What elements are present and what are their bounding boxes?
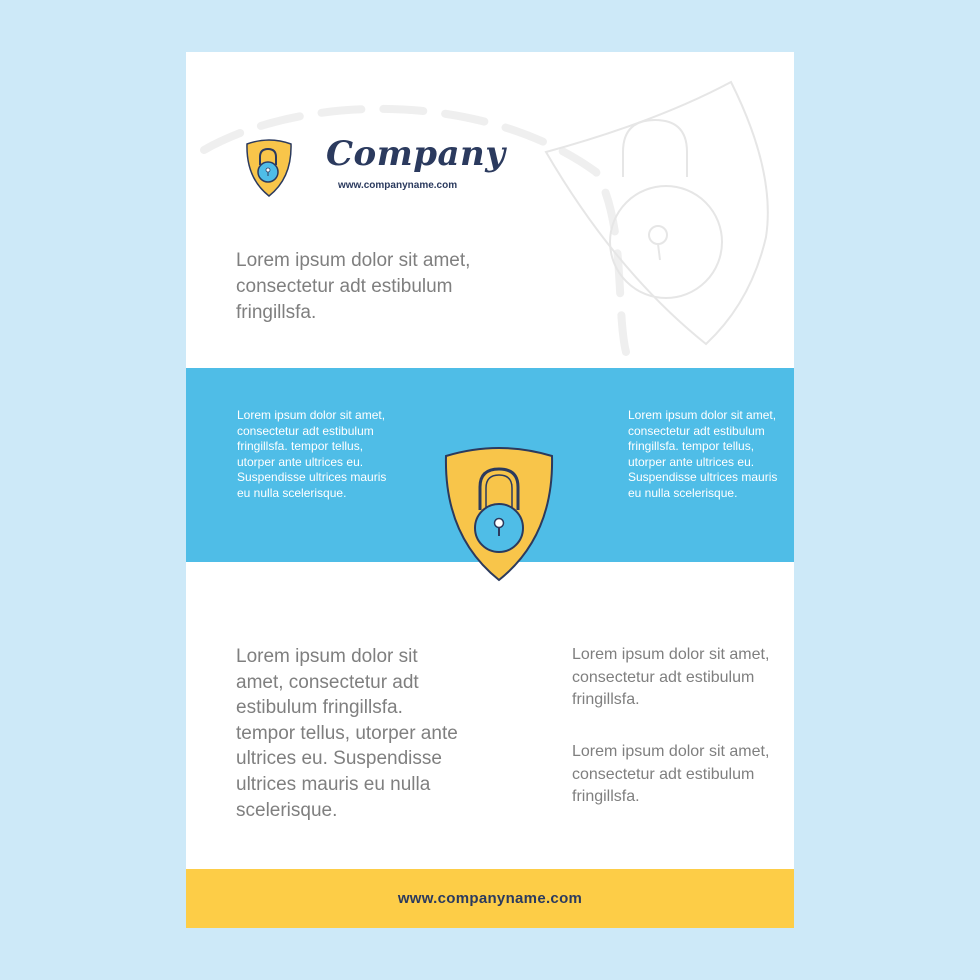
shield-lock-icon bbox=[442, 444, 556, 584]
company-website: www.companyname.com bbox=[338, 180, 458, 191]
footer-bar bbox=[186, 869, 794, 928]
shield-lock-watermark-icon bbox=[186, 52, 794, 382]
footer-website: www.companyname.com bbox=[397, 890, 583, 907]
band-text-right: Lorem ipsum dolor sit amet, consectetur adt estibulum fringillsfa. tempor tellus, utorper ante ultrices eu. Suspendisse ultrices mauris eu nulla scelerisque. bbox=[628, 408, 778, 500]
feature-band bbox=[186, 368, 794, 562]
body-paragraph-left: Lorem ipsum dolor sit amet, consectetur adt estibulum fringillsfa. tempor tellus, utorper ante ultrices eu. Suspendisse ultrices mauris eu nulla scelerisque. bbox=[236, 646, 458, 821]
brochure-page bbox=[186, 52, 794, 928]
body-paragraph-right-1: Lorem ipsum dolor sit amet, consectetur adt estibulum fringillsfa. bbox=[572, 646, 770, 709]
shield-lock-icon bbox=[244, 138, 294, 198]
intro-paragraph: Lorem ipsum dolor sit amet, consectetur adt estibulum fringillsfa. bbox=[236, 250, 471, 323]
body-paragraph-right-2: Lorem ipsum dolor sit amet, consectetur adt estibulum fringillsfa. bbox=[572, 743, 770, 806]
band-text-left: Lorem ipsum dolor sit amet, consectetur adt estibulum fringillsfa. tempor tellus, utorper ante ultrices eu. Suspendisse ultrices mauris eu nulla scelerisque. bbox=[237, 408, 387, 500]
company-name: Company bbox=[326, 134, 506, 174]
